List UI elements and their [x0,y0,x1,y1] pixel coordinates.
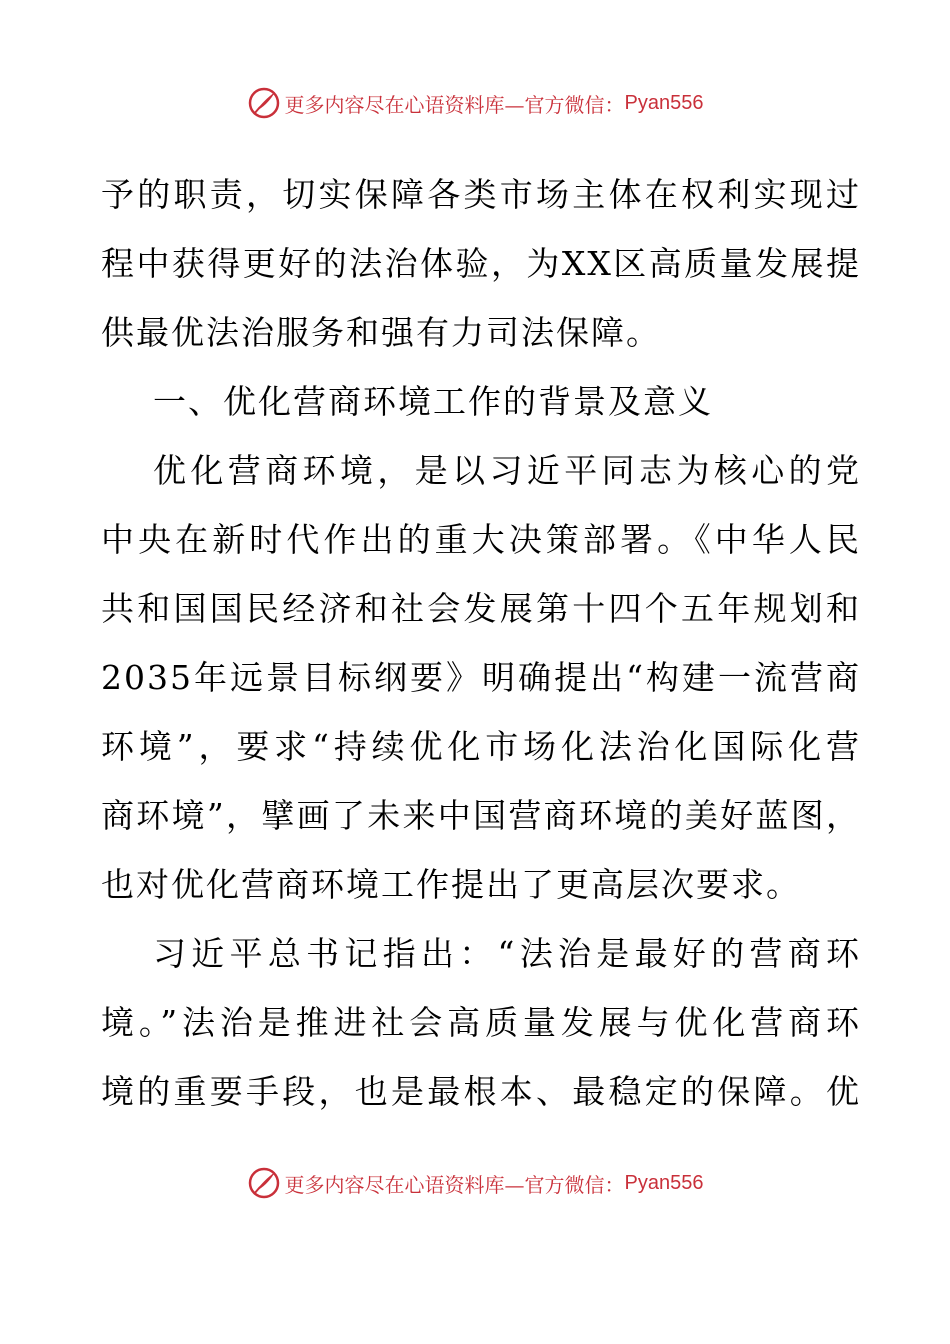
header-banner-text: 更多内容尽在心语资料库—官方微信： [284,92,625,117]
body-line: 优化营商环境，是以习近平同志为核心的党 [153,451,861,490]
feather-pen-logo-icon [247,1166,281,1200]
document-body [101,160,861,1126]
feather-pen-logo-icon [247,86,281,120]
body-line: 中央在新时代作出的重大决策部署。《中华人民 [101,520,861,559]
body-line: 境的重要手段，也是最根本、最稳定的保障。优 [101,1072,861,1111]
body-line: 习近平总书记指出：“法治是最好的营商环 [153,934,861,973]
body-line: 程中获得更好的法治体验，为XX区高质量发展提 [101,244,861,283]
body-line: 共和国国民经济和社会发展第十四个五年规划和 [101,589,861,628]
body-line: 环境”，要求“持续优化市场化法治化国际化营 [101,727,861,766]
header-banner-wechat-id: Pyan556 [624,91,704,114]
footer-banner-wechat-id: Pyan556 [624,1171,704,1194]
body-line: 2035年远景目标纲要》明确提出“构建一流营商 [101,658,861,697]
header-watermark-banner [0,83,950,123]
body-line: 商环境”，擘画了未来中国营商环境的美好蓝图， [101,796,861,835]
body-line: 予的职责，切实保障各类市场主体在权利实现过 [101,175,861,214]
footer-watermark-banner [0,1163,950,1203]
body-line: 也对优化营商环境工作提出了更高层次要求。 [101,865,801,904]
section-heading: 一、优化营商环境工作的背景及意义 [153,382,713,421]
body-line: 供最优法治服务和强有力司法保障。 [101,313,661,352]
body-line: 境。”法治是推进社会高质量发展与优化营商环 [101,1003,861,1042]
footer-banner-text: 更多内容尽在心语资料库—官方微信： [284,1172,625,1197]
